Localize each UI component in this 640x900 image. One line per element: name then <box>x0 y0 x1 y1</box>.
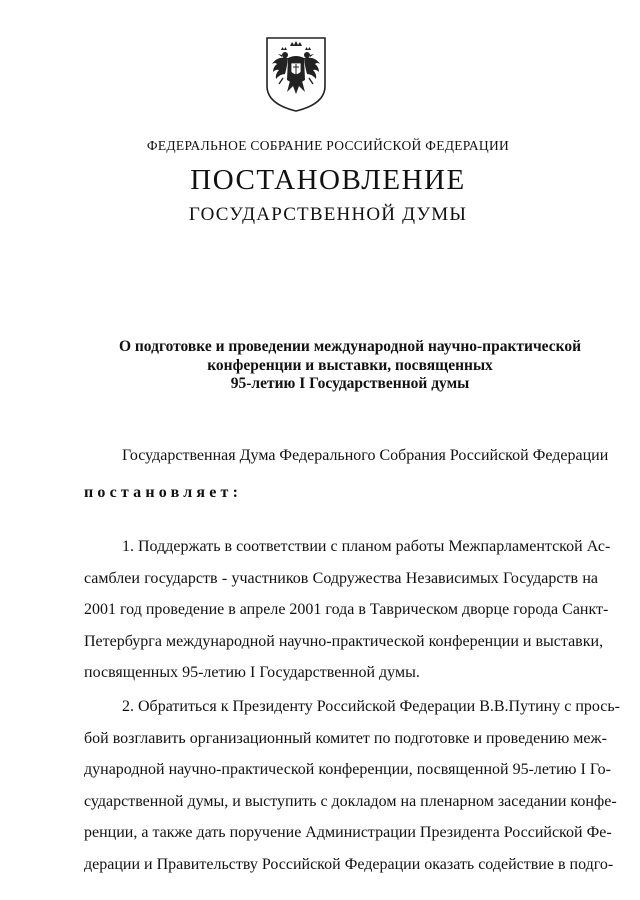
subject-line: конференции и выставки, посвященных <box>207 356 493 374</box>
document-type-title: ПОСТАНОВЛЕНИЕ <box>190 164 466 196</box>
decrees-keyword: постановляет: <box>84 484 243 501</box>
paragraph-1 <box>84 531 611 689</box>
paragraph-line: ренции, а также дать поручение Администрации Президента Российской Фе- <box>84 824 612 841</box>
document-issuer-title: ГОСУДАРСТВЕННОЙ ДУМЫ <box>188 204 468 225</box>
paragraph-line: Петербурга международной научно-практической конференции и выставки, <box>84 632 604 650</box>
subject-line: О подготовке и проведении международной научно-практической <box>118 338 582 355</box>
assembly-heading: ФЕДЕРАЛЬНОЕ СОБРАНИЕ РОССИЙСКОЙ ФЕДЕРАЦИИ <box>146 138 510 153</box>
paragraph-line: бой возглавить организационный комитет по подготовке и проведению меж- <box>84 729 607 747</box>
paragraph-2 <box>84 691 620 880</box>
preamble-text: Государственная Дума Федерального Собрания Российской Федерации <box>122 447 609 464</box>
paragraph-line: сударственной думы, и выступить с докладом на пленарном заседании конфе- <box>84 792 617 810</box>
paragraph-line: 2. Обратиться к Президенту Российской Федерации В.В.Путину с прось- <box>122 698 620 715</box>
paragraph-line: 2001 год проведение в апреле 2001 года в Таврическом дворце города Санкт- <box>84 601 609 618</box>
paragraph-line: дународной научно-практической конференции, посвященной 95-летию I Го- <box>84 761 611 778</box>
paragraph-line: 1. Поддержать в соответствии с планом работы Межпарламентской Ас- <box>122 538 611 555</box>
paragraph-line: самблеи государств - участников Содружества Независимых Государств на <box>84 569 598 587</box>
paragraph-line: посвященных 95-летию I Государственной думы. <box>84 664 420 681</box>
document-subject <box>100 338 600 394</box>
subject-line: 95-летию I Государственной думы <box>230 375 470 392</box>
double-headed-eagle-emblem-icon <box>263 34 329 114</box>
paragraph-line: дерации и Правительству Российской Федерации оказать содействие в подго- <box>84 855 614 873</box>
